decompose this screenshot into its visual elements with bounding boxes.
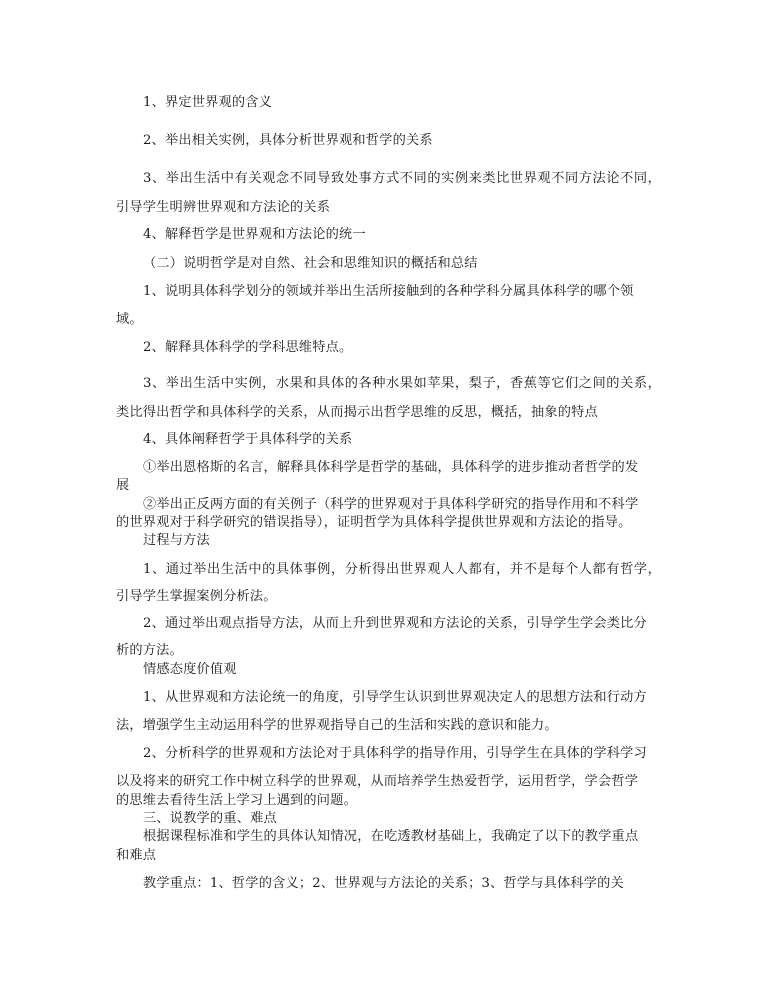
text-line: 以及将来的研究工作中树立科学的世界观，从而培养学生热爱哲学，运用哲学，学会哲学 <box>116 774 639 789</box>
section-heading: 三、说教学的重、难点 <box>143 811 277 826</box>
text-line: 教学重点：1、哲学的含义；2、世界观与方法论的关系；3、哲学与具体科学的关 <box>143 876 624 891</box>
text-line: 1、从世界观和方法论统一的角度，引导学生认识到世界观决定人的思想方法和行动方 <box>143 690 647 705</box>
section-heading: （二）说明哲学是对自然、社会和思维知识的概括和总结 <box>143 256 478 271</box>
text-line: 2、解释具体科学的学科思维特点。 <box>143 340 353 355</box>
text-line: 引导学生掌握案例分析法。 <box>116 589 277 604</box>
text-line: 法，增强学生主动运用科学的世界观指导自己的生活和实践的意识和能力。 <box>116 718 558 733</box>
text-line: 的世界观对于科学研究的错误指导），证明哲学为具体科学提供世界观和方法论的指导。 <box>116 515 632 530</box>
text-line: 引导学生明辨世界观和方法论的关系 <box>116 200 331 215</box>
text-line: 4、具体阐释哲学于具体科学的关系 <box>143 432 353 447</box>
text-line: 1、通过举出生活中的具体事例，分析得出世界观人人都有，并不是每个人都有哲学， <box>143 562 661 577</box>
text-line: 2、举出相关实例，具体分析世界观和哲学的关系 <box>143 133 433 148</box>
text-line: 根据课程标准和学生的具体认知情况，在吃透教材基础上，我确定了以下的教学重点 <box>143 829 639 844</box>
text-line: 析的方法。 <box>116 643 183 658</box>
text-line: 的思维去看待生活上学习上遇到的问题。 <box>116 793 357 808</box>
text-line: 3、举出生活中有关观念不同导致处事方式不同的实例来类比世界观不同方法论不同， <box>143 171 661 186</box>
text-line: 1、说明具体科学划分的领域并举出生活所接触到的各种学科分属具体科学的哪个领 <box>143 284 634 299</box>
text-line: 4、解释哲学是世界观和方法论的统一 <box>143 227 366 242</box>
text-line: 2、分析科学的世界观和方法论对于具体科学的指导作用，引导学生在具体的学科学习 <box>143 746 647 761</box>
text-line: 和难点 <box>116 848 157 863</box>
section-heading: 情感态度价值观 <box>143 662 237 677</box>
text-line: ①举出恩格斯的名言，解释具体科学是哲学的基础，具体科学的进步推动者哲学的发 <box>143 460 639 475</box>
section-heading: 过程与方法 <box>143 533 210 548</box>
text-line: 类比得出哲学和具体科学的关系，从而揭示出哲学思维的反思，概括，抽象的特点 <box>116 405 598 420</box>
text-line: 2、通过举出观点指导方法，从而上升到世界观和方法论的关系，引导学生学会类比分 <box>143 616 647 631</box>
text-line: 域。 <box>116 312 143 327</box>
text-line: ②举出正反两方面的有关例子（科学的世界观对于具体科学研究的指导作用和不科学 <box>143 497 639 512</box>
text-line: 3、举出生活中实例，水果和具体的各种水果如苹果，梨子，香蕉等它们之间的关系， <box>143 376 661 391</box>
text-line: 1、界定世界观的含义 <box>143 95 273 110</box>
text-line: 展 <box>116 478 130 493</box>
